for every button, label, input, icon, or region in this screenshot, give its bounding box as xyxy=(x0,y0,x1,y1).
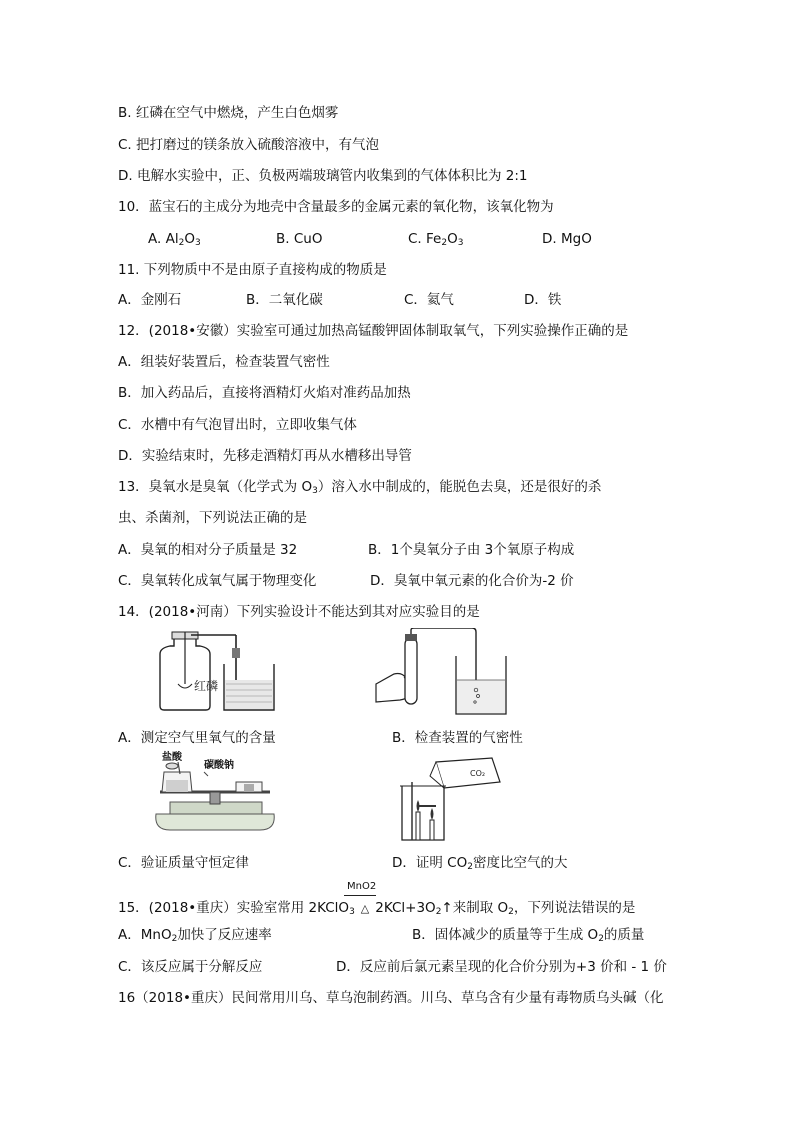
q12-stem: 12．(2018•安徽）实验室可通过加热高锰酸钾固体制取氧气，下列实验操作正确的是 xyxy=(118,323,629,339)
q10-option-a: A. $Al_2O_3$ xyxy=(148,231,201,248)
q13-option-d: D．臭氧中氧元素的化合价为-2 价 xyxy=(370,573,574,589)
q11-option-d: D．铁 xyxy=(524,292,562,308)
q10-stem: 10．蓝宝石的主成分为地壳中含量最多的金属元素的氧化物，该氧化物为 xyxy=(118,199,554,215)
q13-option-c: C．臭氧转化成氧气属于物理变化 xyxy=(118,573,317,589)
q15-catalyst: MnO2 xyxy=(347,881,377,892)
q11-option-c: C．氦气 xyxy=(404,292,454,308)
q12-option-c: C．水槽中有气泡冒出时，立即收集气体 xyxy=(118,417,357,433)
q11-option-a: A．金刚石 xyxy=(118,292,182,308)
q9-option-d: D. 电解水实验中，正、负极两端玻璃管内收集到的气体体积比为 2:1 xyxy=(118,168,528,184)
figure-a-oxygen-measurement xyxy=(148,630,278,712)
figure-c-label-acid: 盐酸 xyxy=(162,752,182,763)
q14-option-d: D．证明 $CO_2$密度比空气的大 xyxy=(392,855,568,872)
figure-d-co2-density xyxy=(396,756,506,844)
q13-option-b: B．1个臭氧分子由 3个氧原子构成 xyxy=(368,542,575,558)
q15-option-c: C．该反应属于分解反应 xyxy=(118,959,263,975)
q14-option-c: C．验证质量守恒定律 xyxy=(118,855,249,871)
q13-stem-line2: 虫、杀菌剂，下列说法正确的是 xyxy=(118,510,307,526)
q15-reaction-bar xyxy=(344,895,376,896)
figure-a-label: 红磷 xyxy=(194,679,219,693)
q14-option-b: B．检查装置的气密性 xyxy=(392,730,523,746)
q14-stem: 14．(2018•河南）下列实验设计不能达到其对应实验目的是 xyxy=(118,604,480,620)
q9-option-c: C. 把打磨过的镁条放入硫酸溶液中，有气泡 xyxy=(118,137,380,153)
q15-option-b: B．固体减少的质量等于生成 $O_2$的质量 xyxy=(412,927,645,944)
q14-option-a: A．测定空气里氧气的含量 xyxy=(118,730,276,746)
q13-stem-line1: 13．臭氧水是臭氧（化学式为 $O_3$）溶入水中制成的，能脱色去臭，还是很好的杀 xyxy=(118,479,602,496)
q9-option-b: B. 红磷在空气中燃烧，产生白色烟雾 xyxy=(118,105,339,121)
figure-c-label-carbonate: 碳酸钠 xyxy=(204,760,234,771)
q12-option-d: D．实验结束时，先移走酒精灯再从水槽移出导管 xyxy=(118,448,412,464)
q12-option-b: B．加入药品后，直接将酒精灯火焰对准药品加热 xyxy=(118,385,411,401)
q15-option-d: D．反应前后氯元素呈现的化合价分别为+3 价和 - 1 价 xyxy=(336,959,667,975)
q10-option-c: C. $Fe_2O_3$ xyxy=(408,231,464,248)
q12-option-a: A．组装好装置后，检查装置气密性 xyxy=(118,354,330,370)
figure-d-label: CO₂ xyxy=(470,769,486,778)
q11-option-b: B．二氧化碳 xyxy=(246,292,323,308)
figure-b-airtightness-check xyxy=(372,628,522,718)
q16-stem: 16（2018•重庆）民间常用川乌、草乌泡制药酒。川乌、草乌含有少量有毒物质乌头碱（化 xyxy=(118,990,664,1006)
q13-option-a: A．臭氧的相对分子质量是 32 xyxy=(118,542,298,558)
figure-c-mass-conservation xyxy=(150,750,280,832)
q15-option-a: A．MnO$_2$加快了反应速率 xyxy=(118,927,272,944)
q15-stem: 15．(2018•重庆）实验室常用 2KClO$_3$ △ $2KCl+3O_2↑$来制取 $O_2$，下列说法错误的是 xyxy=(118,900,636,917)
q10-option-b: B. CuO xyxy=(276,231,323,247)
q11-stem: 11. 下列物质中不是由原子直接构成的物质是 xyxy=(118,262,387,278)
q10-option-d: D. MgO xyxy=(542,231,592,247)
